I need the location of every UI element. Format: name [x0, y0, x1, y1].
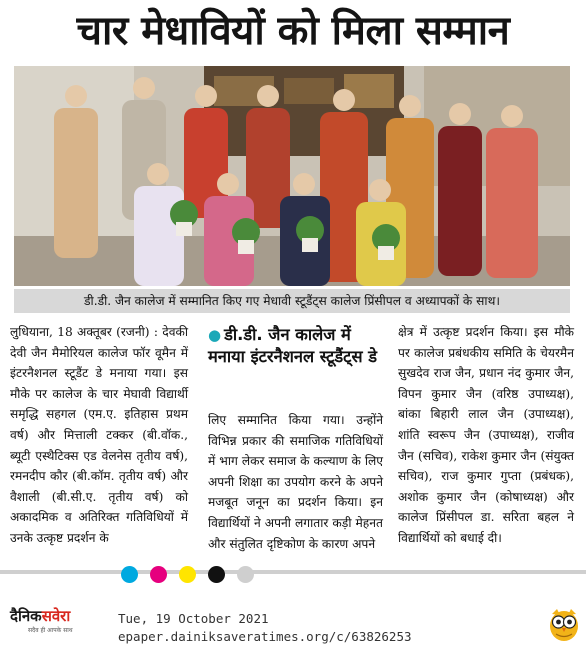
article-text-2: लिए सम्मानित किया गया। उन्होंने विभिन्न प्रकार की समाजिक गतिविधियों में भाग लेकर समाज के कल्याण के लिए अपनी शिक्षा का उपयोग करने के अपने मजबूत जनून का प्रदर्शन किया। इन विद्यार्थियों ने अपनी लगातार कड़ी मेहनत और संतुलित दृष्टिकोण के कारण अपने: [208, 413, 383, 551]
edition-date: Tue, 19 October 2021: [118, 611, 269, 626]
article-column-1: [10, 322, 188, 549]
magenta-swatch: [150, 566, 167, 583]
logo-word-1: दैनिक: [10, 607, 42, 625]
subheadline: [208, 324, 386, 410]
logo-tagline: सदैव ही आपके साथ: [28, 627, 73, 634]
article-text-1: लुधियाना, 18 अक्तूबर (रजनी) : देवकी देवी जैन मैमोरियल कालेज फॉर वूमैन में इंटरनैशनल स्टूडैंट डे मनाया गया। इस मौके पर कालेज के चार मेघावी विद्यार्थी समृद्धि सहगल (एम.ए. इतिहास प्रथम वर्ष) और मित्ताली टक्कर (बी.वॉक., ब्यूटी एस्थैटिक्स एड वेलनेस तृतीय वर्ष), रमनदीप कौर (बी.कॉम. तृतीय वर्ष) और वैशाली (बी.सी.ए. तृतीय वर्ष) को अकादमिक व अतिरिक्त गतिविधियों में उनके उत्कृष्ट प्रदर्शन के: [10, 325, 188, 545]
yellow-swatch: [179, 566, 196, 583]
publication-logo[interactable]: [10, 606, 108, 640]
owl-icon: [548, 606, 580, 642]
registration-marks: [0, 566, 586, 584]
subheadline-text: डी.डी. जैन कालेज में मनाया इंटरनैशनल स्टूडैंट्स डे: [208, 325, 377, 366]
article-text-3: क्षेत्र में उत्कृष्ट प्रदर्शन किया। इस मौके पर कालेज प्रबंधकीय समिति के चेयरमैन सुखदेव राज जैन, प्रधान नंद कुमार जैन, विपन कुमार जैन (वरिष्ठ उपाध्यक्ष), बांका बिहारी लाल जैन (उपाध्यक्ष), शांति स्वरूप जैन (उपाध्यक्ष), राजीव जैन (सचिव), राकेश कुमार जैन (संयुक्त सचिव), राज कुमार गुप्ता (प्रबंधक), अशोक कुमार जैन (कोषाध्यक्ष) और कालेज प्रिंसीपल डा. सरिता बहल ने विद्यार्थियों को बधाई दी।: [398, 325, 574, 545]
footer-meta: [118, 610, 412, 646]
article-column-2: [208, 410, 383, 554]
news-photo: [14, 66, 570, 286]
cyan-swatch: [121, 566, 138, 583]
logo-word-2: सवेरा: [41, 607, 71, 625]
gray-swatch: [237, 566, 254, 583]
article-column-3: [398, 322, 574, 549]
headline: चार मेधावियों को मिला सम्मान: [76, 8, 510, 54]
black-swatch: [208, 566, 225, 583]
photo-caption: डी.डी. जैन कालेज में सम्मानित किए गए मेधावी स्टूडैंट्स कालेज प्रिंसीपल व अध्यापकों के साथ।: [14, 289, 570, 313]
bullet-icon: ●: [208, 326, 222, 344]
epaper-link[interactable]: epaper.dainiksaveratimes.org/c/63826253: [118, 629, 412, 644]
